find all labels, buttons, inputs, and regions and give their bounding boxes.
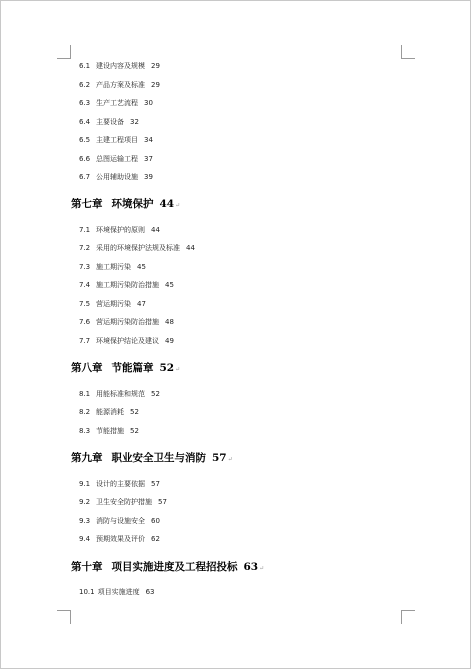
entry-page: 57	[151, 480, 160, 488]
paragraph-mark-icon: ↵	[259, 565, 265, 572]
toc-entry[interactable]	[79, 244, 195, 253]
toc-entry[interactable]	[79, 588, 155, 597]
entry-number: 9.1	[79, 480, 91, 488]
toc-entry[interactable]	[79, 226, 160, 235]
entry-number: 8.3	[79, 427, 91, 435]
chapter-label: 第七章	[71, 198, 103, 210]
entry-title: 设计的主要依据	[96, 480, 145, 488]
toc-entry[interactable]	[79, 318, 174, 327]
toc-entry[interactable]	[79, 300, 146, 309]
entry-number: 6.6	[79, 155, 91, 163]
entry-number: 6.7	[79, 173, 91, 181]
entry-page: 62	[151, 535, 160, 543]
toc-entry[interactable]	[79, 155, 153, 164]
entry-title: 营运期污染	[96, 300, 131, 308]
entry-title: 施工期污染防治措施	[96, 281, 159, 289]
toc-entry[interactable]	[79, 173, 153, 182]
chapter-title: 项目实施进度及工程招投标	[111, 561, 238, 573]
entry-number: 9.3	[79, 517, 91, 525]
entry-title: 卫生安全防护措施	[96, 498, 152, 506]
entry-number: 6.5	[79, 136, 91, 144]
entry-number: 6.1	[79, 62, 91, 70]
entry-number: 7.3	[79, 263, 91, 271]
entry-title: 采用的环境保护法规及标准	[96, 244, 180, 252]
entry-title: 环境保护结论及建议	[96, 337, 159, 345]
entry-page: 45	[137, 263, 146, 271]
toc-entry[interactable]	[79, 118, 139, 127]
entry-number: 8.2	[79, 408, 91, 416]
entry-title: 主要设备	[96, 118, 124, 126]
entry-page: 32	[130, 118, 139, 126]
toc-entry[interactable]	[79, 62, 160, 71]
entry-number: 7.5	[79, 300, 91, 308]
entry-page: 30	[144, 99, 153, 107]
chapter-label: 第八章	[71, 362, 103, 374]
entry-title: 产品方案及标准	[96, 81, 145, 89]
entry-page: 44	[151, 226, 160, 234]
chapter-page: 63	[243, 561, 259, 573]
entry-number: 6.2	[79, 81, 91, 89]
entry-page: 57	[158, 498, 167, 506]
toc-entry[interactable]	[79, 390, 160, 399]
entry-number: 8.1	[79, 390, 91, 398]
entry-number: 6.3	[79, 99, 91, 107]
entry-title: 消防与设施安全	[96, 517, 145, 525]
entry-title: 主建工程项目	[96, 136, 138, 144]
toc-entry[interactable]	[79, 480, 160, 489]
entry-title: 环境保护的原则	[96, 226, 145, 234]
entry-title: 营运期污染防治措施	[96, 318, 159, 326]
entry-title: 总图运输工程	[96, 155, 138, 163]
entry-page: 45	[165, 281, 174, 289]
toc-entry[interactable]	[79, 99, 153, 108]
toc-entry[interactable]	[79, 517, 160, 526]
entry-page: 37	[144, 155, 153, 163]
entry-title: 预期效果及评价	[96, 535, 145, 543]
toc-entry[interactable]	[79, 535, 160, 544]
entry-page: 52	[130, 408, 139, 416]
entry-title: 用能标准和规范	[96, 390, 145, 398]
entry-number: 7.7	[79, 337, 91, 345]
entry-page: 44	[186, 244, 195, 252]
entry-page: 52	[151, 390, 160, 398]
entry-title: 施工期污染	[96, 263, 131, 271]
chapter-title: 节能篇章	[111, 362, 154, 374]
paragraph-mark-icon: ↵	[175, 202, 181, 209]
entry-number: 7.4	[79, 281, 91, 289]
paragraph-mark-icon: ↵	[175, 366, 181, 373]
entry-title: 节能措施	[96, 427, 124, 435]
toc-entry[interactable]	[79, 136, 153, 145]
entry-title: 建设内容及规模	[96, 62, 145, 70]
toc-entry[interactable]	[79, 81, 160, 90]
entry-page: 29	[151, 81, 160, 89]
entry-title: 生产工艺流程	[96, 99, 138, 107]
chapter-heading[interactable]	[71, 362, 180, 376]
entry-title: 公用辅助设施	[96, 173, 138, 181]
entry-number: 9.4	[79, 535, 91, 543]
entry-title: 能源消耗	[96, 408, 124, 416]
chapter-page: 44	[159, 198, 175, 210]
entry-page: 47	[137, 300, 146, 308]
paragraph-mark-icon: ↵	[227, 456, 233, 463]
toc-entry[interactable]	[79, 498, 167, 507]
entry-number: 7.2	[79, 244, 91, 252]
chapter-label: 第九章	[71, 452, 103, 464]
entry-number: 7.1	[79, 226, 91, 234]
chapter-heading[interactable]	[71, 561, 264, 575]
entry-number: 7.6	[79, 318, 91, 326]
chapter-label: 第十章	[71, 561, 103, 573]
entry-page: 60	[151, 517, 160, 525]
entry-page: 48	[165, 318, 174, 326]
entry-number: 10.1	[79, 588, 95, 596]
chapter-heading[interactable]	[71, 452, 233, 466]
chapter-page: 57	[212, 452, 227, 464]
entry-title: 项目实施进度	[97, 588, 140, 596]
entry-page: 63	[145, 588, 155, 596]
toc-entry[interactable]	[79, 281, 174, 290]
entry-number: 9.2	[79, 498, 91, 506]
toc-entry[interactable]	[79, 408, 139, 417]
entry-page: 52	[130, 427, 139, 435]
toc-entry[interactable]	[79, 427, 139, 436]
entry-page: 34	[144, 136, 153, 144]
entry-page: 49	[165, 337, 174, 345]
chapter-title: 环境保护	[111, 198, 154, 210]
entry-page: 29	[151, 62, 160, 70]
toc-entry[interactable]	[79, 263, 146, 272]
entry-number: 6.4	[79, 118, 91, 126]
toc-entry[interactable]	[79, 337, 174, 346]
chapter-page: 52	[159, 362, 175, 374]
chapter-heading[interactable]	[71, 198, 180, 212]
entry-page: 39	[144, 173, 153, 181]
chapter-title: 职业安全卫生与消防	[111, 452, 206, 464]
